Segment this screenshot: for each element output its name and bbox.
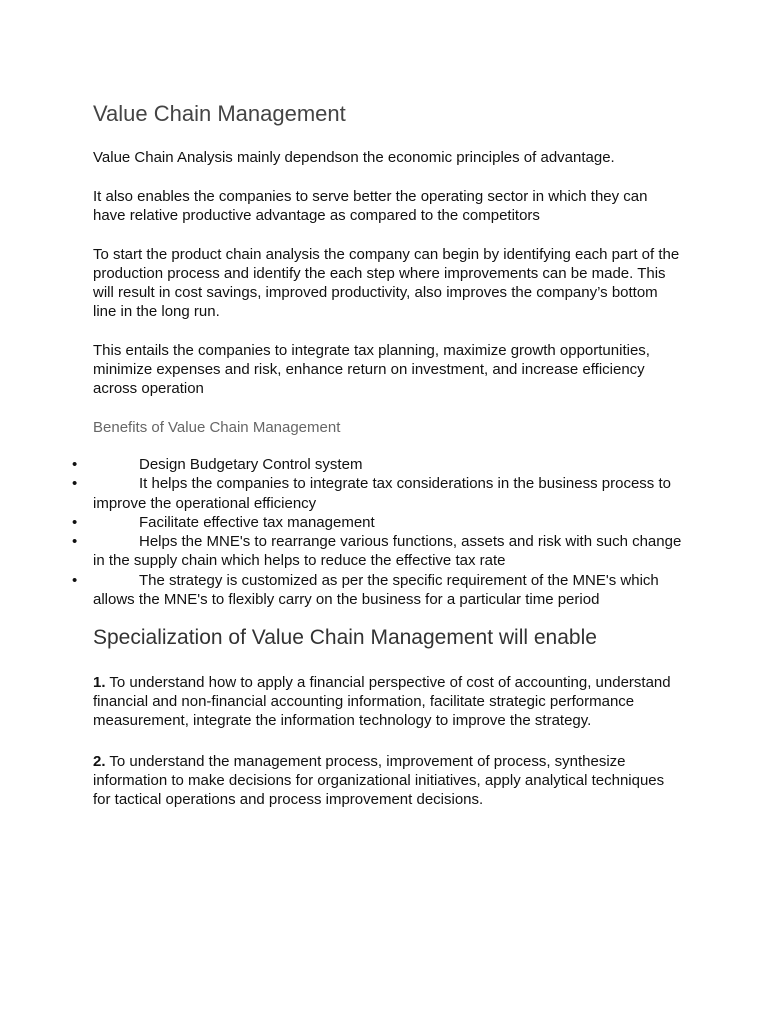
bullet-icon: • [72, 456, 78, 473]
paragraph: To start the product chain analysis the company can begin by identifying each part of the production process and identify the each step where improvements can be made. This will result in cost savings, improved productivity, also improves the company’s bottom line in the long run. [93, 246, 680, 320]
benefits-heading: Benefits of Value Chain Management [93, 419, 341, 436]
list-item-text: The strategy is customized as per the specific requirement of the MNE's which allows the MNE's to flexibly carry on the business for a particular time period [93, 571, 659, 609]
list-item [72, 455, 683, 474]
list-item [72, 513, 683, 532]
point-number: 1. [93, 674, 106, 692]
benefits-list [72, 455, 683, 609]
numbered-point [93, 673, 683, 730]
numbered-point [93, 752, 683, 809]
paragraph: It also enables the companies to serve better the operating sector in which they can have relative productive advantage as compared to the competitors [93, 188, 648, 224]
list-item [72, 474, 683, 513]
list-item-text: Facilitate effective tax management [139, 513, 375, 531]
bullet-icon: • [72, 513, 78, 531]
bullet-icon: • [72, 571, 78, 589]
document-body [72, 99, 683, 831]
bullet-icon: • [72, 475, 78, 493]
list-item-text: Design Budgetary Control system [139, 456, 363, 473]
list-item [72, 532, 683, 571]
point-text: To understand the management process, improvement of process, synthesize information to make decisions for organizational initiatives, apply analytical techniques for tactical operations and process improvement decisions. [93, 753, 665, 809]
paragraph: This entails the companies to integrate tax planning, maximize growth opportunities, minimize expenses and risk, enhance return on investment, and increase efficiency across operation [93, 342, 650, 397]
page-title: Value Chain Management [93, 101, 346, 126]
point-text: To understand how to apply a financial perspective of cost of accounting, understand financial and non-financial accounting information, facilitate strategic performance measurement, integrate the information technology to improve the strategy. [93, 674, 671, 730]
section-heading: Specialization of Value Chain Management will enable [93, 626, 597, 650]
paragraph: Value Chain Analysis mainly dependson the economic principles of advantage. [93, 149, 615, 166]
list-item [72, 571, 683, 610]
list-item-text: It helps the companies to integrate tax considerations in the business process to improve the operational efficiency [93, 475, 671, 512]
list-item-text: Helps the MNE's to rearrange various functions, assets and risk with such change in the supply chain which helps to reduce the effective tax rate [93, 533, 682, 570]
bullet-icon: • [72, 533, 78, 551]
point-number: 2. [93, 753, 106, 771]
